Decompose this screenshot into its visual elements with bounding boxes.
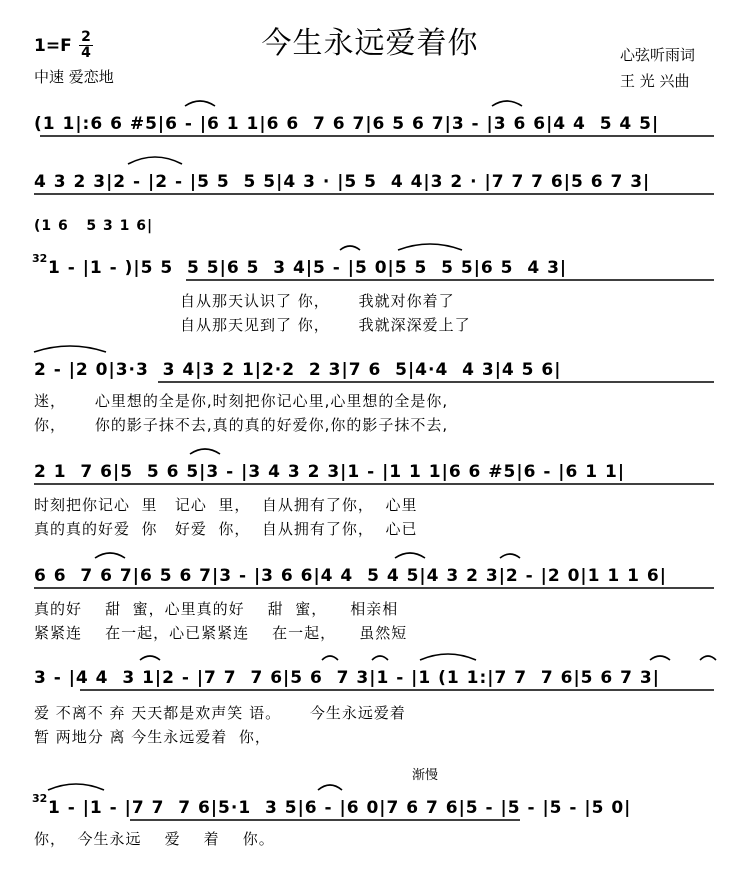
- slur-row8-b: [318, 785, 342, 790]
- notation-row-8: 1 - |1 - |7 7 7 6|5·1 3 5|6 - |6 0|7 6 7 6|5 - |5 - |5 - |5 0|: [48, 798, 632, 818]
- slur-row7-a: [140, 656, 160, 660]
- slur-row6-c: [500, 554, 520, 558]
- slur-row1-a: [185, 101, 215, 106]
- composer-credit: 王 光 兴曲: [620, 72, 690, 90]
- slur-row7-d: [420, 654, 476, 660]
- key-signature: 1=F: [34, 36, 72, 56]
- notation-row-7: 3 - |4 4 3 1|2 - |7 7 7 6|5 6 7 3|1 - |1 (1 1:|7 7 7 6|5 6 7 3|: [34, 668, 660, 688]
- slur-row7-f: [700, 656, 716, 660]
- lyrics-row-7-verse-2: 暂 两地分 离 今生永远爱着 你，: [34, 728, 271, 746]
- slur-row5-a: [190, 449, 220, 454]
- slur-row7-e: [650, 656, 670, 660]
- time-signature-top: 2: [81, 29, 91, 45]
- slur-row4-a: [34, 346, 106, 352]
- slur-row1-b: [492, 101, 522, 106]
- lyrics-row-6-verse-1: 真的好 甜 蜜，心里真的好 甜 蜜， 相亲相: [34, 600, 399, 618]
- notation-row-3-small: (1 6 5 3 1 6|: [34, 218, 154, 234]
- slur-row2-a: [128, 157, 182, 164]
- lyrics-row-5-verse-1: 时刻把你记心 里 记心 里， 自从拥有了你， 心里: [34, 496, 418, 514]
- grace-note-marker-2: 32: [32, 792, 48, 805]
- slur-row6-b: [395, 553, 425, 558]
- lyrics-row-4-verse-1: 迷， 心里想的全是你,时刻把你记心里,心里想的全是你,: [34, 392, 449, 410]
- grace-note-marker: 32: [32, 252, 48, 265]
- slur-row8-a: [48, 784, 104, 790]
- slur-row3-a: [340, 246, 360, 250]
- lyrics-row-8: 你， 今生永远 爱 着 你。: [34, 830, 275, 848]
- notation-row-2: 4 3 2 3|2 - |2 - |5 5 5 5|4 3 · |5 5 4 4|3 2 · |7 7 7 6|5 6 7 3|: [34, 172, 651, 192]
- lyricist-credit: 心弦听雨词: [620, 46, 696, 64]
- song-title: 今生永远爱着你: [261, 26, 479, 61]
- lyrics-row-3-verse-2: 自从那天见到了 你， 我就深深爱上了: [180, 316, 471, 334]
- tempo-marking: 中速 爱恋地: [34, 68, 114, 86]
- lyrics-row-5-verse-2: 真的真的好爱 你 好爱 你， 自从拥有了你， 心已: [34, 520, 418, 538]
- lyrics-row-7-verse-1: 爱 不离不 弃 天天都是欢声笑 语。 今生永远爱着: [34, 704, 406, 722]
- slur-row7-b: [322, 656, 338, 660]
- lyrics-row-3-verse-1: 自从那天认识了 你， 我就对你着了: [180, 292, 455, 310]
- notation-row-1: (1 1|:6 6 #5|6 - |6 1 1|6 6 7 6 7|6 5 6 7|3 - |3 6 6|4 4 5 4 5|: [34, 114, 660, 134]
- tempo-change-marking: 渐慢: [412, 768, 439, 783]
- notation-row-6: 6 6 7 6 7|6 5 6 7|3 - |3 6 6|4 4 5 4 5|4 3 2 3|2 - |2 0|1 1 1 6|: [34, 566, 667, 586]
- slur-row6-a: [95, 553, 125, 558]
- notation-row-4: 2 - |2 0|3·3 3 4|3 2 1|2·2 2 3|7 6 5|4·4 4 3|4 5 6|: [34, 360, 562, 380]
- notation-row-3: 1 - |1 - )|5 5 5 5|6 5 3 4|5 - |5 0|5 5 5 5|6 5 4 3|: [48, 258, 568, 278]
- slur-row7-c: [372, 656, 388, 660]
- lyrics-row-6-verse-2: 紧紧连 在一起，心已紧紧连 在一起， 虽然短: [34, 624, 408, 642]
- time-signature-bottom: 4: [81, 45, 91, 61]
- notation-row-5: 2 1 7 6|5 5 6 5|3 - |3 4 3 2 3|1 - |1 1 1|6 6 #5|6 - |6 1 1|: [34, 462, 626, 482]
- lyrics-row-4-verse-2: 你， 你的影子抹不去,真的真的好爱你,你的影子抹不去,: [34, 416, 449, 434]
- slur-row3-b: [398, 244, 462, 250]
